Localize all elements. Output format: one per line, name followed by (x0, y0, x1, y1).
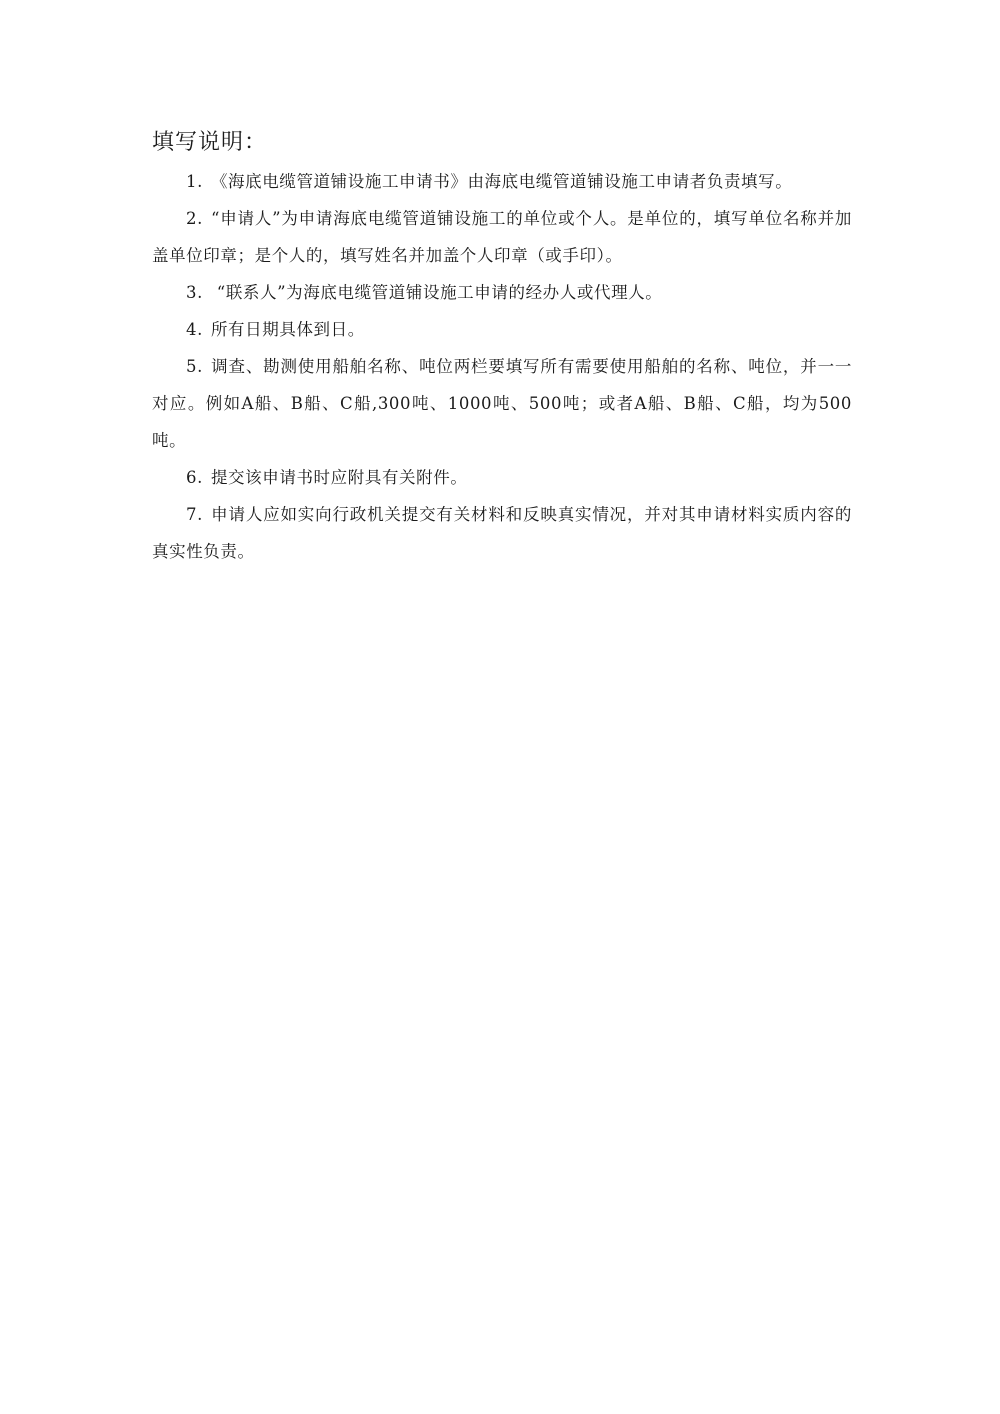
item-text: 申请人应如实向行政机关提交有关材料和反映真实情况，并对其申请材料实质内容的真实性负责。 (152, 505, 852, 561)
item-text: “申请人”为申请海底电缆管道铺设施工的单位或个人。是单位的，填写单位名称并加盖单位印章；是个人的，填写姓名并加盖个人印章（或手印）。 (152, 209, 852, 265)
list-item (152, 163, 852, 200)
item-number: 3. (186, 283, 203, 302)
instruction-list (152, 163, 852, 570)
page-title: 填写说明： (152, 130, 268, 155)
item-text: 提交该申请书时应附具有关附件。 (210, 468, 468, 487)
item-text: 《海底电缆管道铺设施工申请书》由海底电缆管道铺设施工申请者负责填写。 (210, 172, 793, 191)
item-text: “联系人”为海底电缆管道铺设施工申请的经办人或代理人。 (210, 283, 663, 302)
list-item (152, 274, 852, 311)
item-number: 5. (186, 357, 203, 376)
item-number: 6. (186, 468, 203, 487)
item-number: 7. (186, 505, 203, 524)
item-number: 2. (186, 209, 203, 228)
item-text: 所有日期具体到日。 (210, 320, 365, 339)
list-item (152, 459, 852, 496)
list-item (152, 200, 852, 274)
item-text: 调查、勘测使用船舶名称、吨位两栏要填写所有需要使用船舶的名称、吨位，并一一对应。例如A船、B船、C船,300吨、1000吨、500吨；或者A船、B船、C船，均为500吨。 (152, 357, 852, 450)
list-item (152, 311, 852, 348)
item-number: 4. (186, 320, 203, 339)
list-item (152, 348, 852, 459)
item-number: 1. (186, 172, 203, 191)
list-item (152, 496, 852, 570)
